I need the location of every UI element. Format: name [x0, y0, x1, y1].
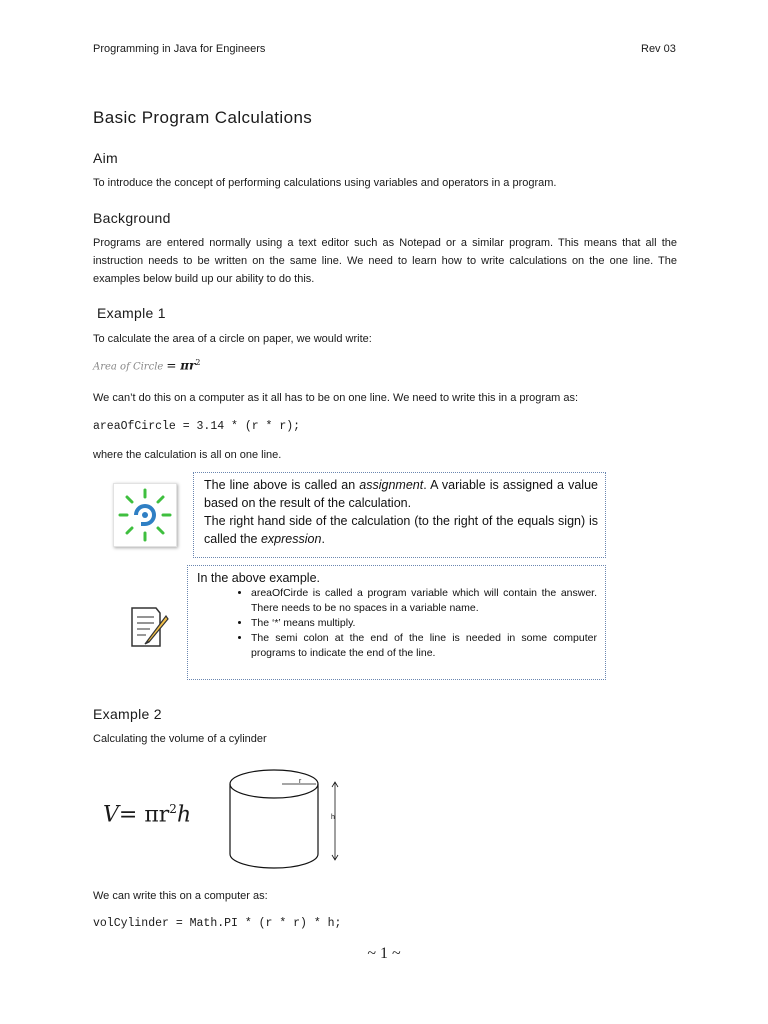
code-vol-cylinder: volCylinder = Math.PI * (r * r) * h;	[93, 917, 342, 930]
note1-emphasis-assignment: assignment	[359, 478, 424, 492]
formula-rhs: πr	[180, 358, 196, 373]
note1-text-c: The right hand side of the calculation (to the right of the equals sign) is called the	[204, 514, 598, 546]
example2-paragraph: We can write this on a computer as:	[93, 890, 268, 902]
aim-heading: Aim	[93, 150, 119, 166]
note1-text-d: .	[321, 532, 325, 546]
height-label: h	[331, 814, 335, 821]
page-number: ~ 1 ~	[367, 945, 401, 962]
example2-heading: Example 2	[93, 706, 162, 722]
area-formula: Area of Circle = $\pi r^2$	[93, 358, 201, 373]
note2-intro: In the above example.	[197, 571, 320, 585]
page-title: Basic Program Calculations	[93, 108, 313, 127]
note2-bullet: • areaOfCirde is called a program variable which will contain the answer. There needs to be no spaces in a variable name.	[251, 586, 597, 616]
cylinder-figure	[93, 762, 343, 874]
cylinder-diagram	[228, 762, 343, 874]
example2-intro: Calculating the volume of a cylinder	[93, 733, 267, 745]
example1-paragraph: We can’t do this on a computer as it all has to be on one line. We need to write this in a program as:	[93, 392, 579, 404]
info-icon	[113, 483, 177, 547]
running-header-title: Programming in Java for Engineers	[93, 43, 266, 55]
background-text: Programs are entered normally using a text editor such as Notepad or a similar program. This means that all the instruction needs to be written on the same line. We need to learn how to write calculations on the one line. The examples below build up our ability to do this.	[93, 237, 677, 285]
assignment-note-box	[193, 472, 606, 558]
note2-bullet: • The ‘*’ means multiply.	[251, 616, 597, 631]
note1-text-a: The line above is called an	[204, 478, 360, 492]
note1-text-b: . A variable is assigned a value based on the result of the calculation.	[204, 478, 598, 510]
note2-bullet: • The semi colon at the end of the line is needed in some computer programs to indicate the end of the line.	[251, 631, 597, 661]
example1-heading: Example 1	[97, 305, 166, 321]
running-header-revision: Rev 03	[641, 43, 676, 55]
notepad-pencil-icon	[126, 604, 172, 650]
cylinder-volume-formula: $V= \pi r^2h$	[103, 802, 192, 828]
radius-label: r	[299, 778, 302, 785]
example1-after: where the calculation is all on one line.	[93, 449, 282, 461]
code-area-of-circle: areaOfCircle = 3.14 * (r * r);	[93, 420, 301, 433]
note1-emphasis-expression: expression	[260, 532, 322, 546]
background-heading: Background	[93, 210, 171, 226]
formula-label: Area of Circle	[93, 361, 164, 373]
example-explanation-box	[187, 565, 606, 680]
example1-intro: To calculate the area of a circle on paper, we would write:	[93, 333, 372, 345]
formula-exponent: 2	[195, 358, 201, 367]
aim-text: To introduce the concept of performing calculations using variables and operators in a program.	[93, 177, 557, 189]
